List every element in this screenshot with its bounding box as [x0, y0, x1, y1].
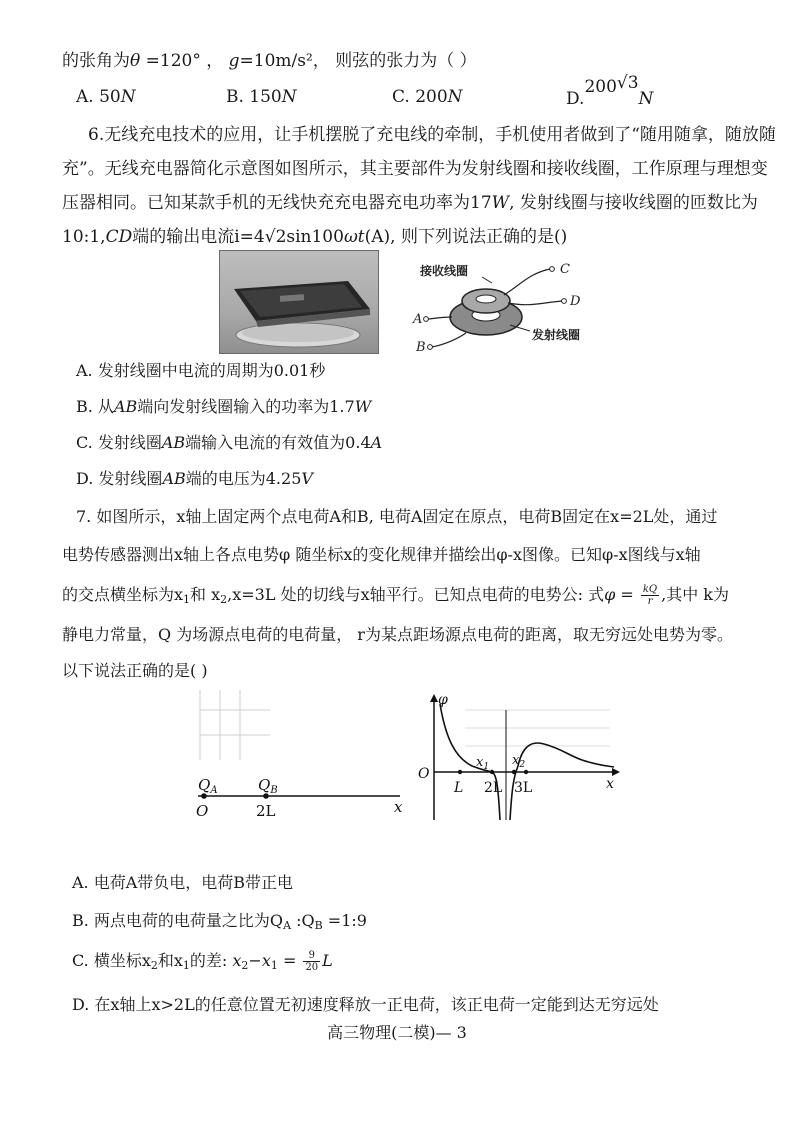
q7-line-3-d: ,其中 k为	[661, 585, 729, 604]
option-unit: V	[301, 469, 313, 488]
origin-label: O	[196, 802, 209, 820]
phi-axis-arrow	[430, 694, 438, 702]
q7-line-3	[62, 584, 729, 611]
option-text: 端的电压为4.25	[185, 469, 302, 488]
fraction-denominator: 20	[305, 962, 319, 973]
q6-line-3	[62, 192, 758, 214]
option-label: D.	[566, 89, 585, 109]
equals: =	[615, 585, 639, 604]
q6-line-1: 6.无线充电技术的应用，让手机摆脱了充电线的牵制，手机使用者做到了“随用随拿，随放随	[88, 125, 776, 145]
option-prefix: C. 发射线圈	[76, 433, 162, 452]
option-label: A. 50	[76, 87, 121, 107]
option-label: C. 200	[392, 87, 448, 107]
q7-line-5: 以下说法正确的是( )	[62, 661, 208, 680]
option-unit: N	[447, 87, 463, 107]
sub-2: 2	[150, 959, 158, 972]
l-label: L	[454, 780, 464, 796]
label-a: A	[413, 312, 423, 327]
option-root: √3	[616, 73, 639, 93]
wireless-charger-photo	[219, 250, 379, 354]
unit-w: W	[491, 193, 510, 213]
phone-on-charger-image	[220, 251, 378, 353]
q7-line-4: 静电力常量，Q 为场源点电荷的电荷量， r为某点距场源点电荷的距离，取无穷远处电势为零。	[62, 625, 733, 644]
q7-option-d: D. 在x轴上x>2L的任意位置无初速度释放一正电荷，该正电荷一定能到达无穷远处	[72, 995, 659, 1014]
fraction-numerator: 9	[303, 950, 320, 962]
formula-minus: −	[248, 951, 262, 970]
formula-x2: x	[232, 951, 242, 970]
cd-label: CD	[105, 227, 133, 247]
sub-b: B	[314, 919, 323, 932]
formula-x1: x	[261, 951, 271, 970]
x-axis-arrow	[612, 768, 620, 776]
option-unit: W	[354, 397, 372, 416]
qb-label: $Q_B$	[258, 776, 278, 796]
q6-line-3-b: , 发射线圈与接收线圈的匝数比为	[509, 193, 758, 213]
three-l-label: 3L	[514, 780, 533, 796]
coil-diagram	[410, 255, 595, 355]
formula-sub-2: 2	[241, 959, 249, 972]
q7-option-a: A. 电荷A带负电，电荷B带正电	[72, 873, 294, 892]
terminal-a	[424, 317, 429, 322]
curve-left-branch	[440, 704, 503, 820]
receive-coil	[462, 289, 510, 313]
x-axis-label: x	[606, 776, 614, 792]
transmit-coil-label: 发射线圈	[532, 328, 581, 342]
q6-line-4-a: 10:1,	[62, 227, 106, 247]
terminal-b	[428, 345, 433, 350]
origin-label: O	[418, 766, 430, 782]
tick-3l	[524, 770, 528, 774]
charge-b-dot	[263, 793, 269, 799]
q5-option-c	[392, 86, 463, 108]
option-label: B. 150	[226, 87, 282, 107]
tick-x1	[490, 770, 494, 774]
sub-a: A	[283, 919, 292, 932]
option-text: B. 两点电荷的电荷量之比为Q	[72, 911, 284, 930]
q7-line-3-a: 的交点横坐标为x	[62, 585, 184, 604]
label-b: B	[416, 340, 426, 355]
q6-option-a: A. 发射线圈中电流的周期为0.01秒	[76, 361, 326, 380]
receive-coil-label: 接收线圈	[420, 264, 469, 278]
option-prefix: D. 发射线圈	[76, 469, 163, 488]
option-text: =1:9	[322, 911, 367, 930]
x2-label: $x_2$	[512, 753, 526, 770]
ab-label: AB	[113, 397, 138, 416]
q5-option-d	[566, 73, 654, 109]
two-l-label: 2L	[484, 780, 503, 796]
q5-stem-end: =10m/s²， 则弦的张力为（ ）	[239, 51, 477, 71]
option-unit: N	[120, 87, 136, 107]
ab-label: AB	[162, 469, 186, 488]
formula-l: L	[322, 951, 333, 970]
terminal-d	[562, 299, 567, 304]
option-unit: N	[638, 89, 654, 109]
option-unit: A	[370, 433, 383, 452]
sub-1: 1	[182, 959, 190, 972]
q7-option-b	[72, 910, 367, 937]
sub-1: 1	[183, 593, 191, 606]
phi-label: φ	[438, 692, 448, 708]
g-symbol: g	[228, 51, 240, 71]
sub-2: 2	[220, 593, 228, 606]
qa-label: $Q_A$	[198, 776, 218, 796]
q5-stem	[62, 50, 477, 72]
q5-stem-mid: =120° ，	[140, 51, 229, 71]
x1-label: $x_1$	[476, 755, 490, 772]
fraction-denominator: r	[647, 596, 653, 607]
q7-line-3-b: 和 x	[190, 585, 221, 604]
label-c: C	[560, 262, 570, 277]
formula-equals: =	[277, 951, 302, 970]
q6-line-3-a: 压器相同。已知某款手机的无线快充充电器充电功率为17	[62, 193, 492, 213]
formula-sub-1: 1	[270, 959, 278, 972]
potential-fraction	[641, 584, 659, 607]
q5-option-b	[226, 86, 297, 108]
phi-symbol: φ	[604, 585, 616, 604]
phi-x-graph	[410, 690, 635, 825]
q6-option-c	[76, 432, 382, 454]
page-footer: 高三物理(二模)— 3	[327, 1023, 467, 1042]
tick-x2	[512, 770, 516, 774]
q6-line-4-b: 端的输出电流i=4√2sin100	[132, 227, 344, 247]
omega-t: ωt	[343, 227, 365, 247]
q5-stem-prefix: 的张角为	[62, 51, 130, 71]
option-prefix: B. 从	[76, 397, 114, 416]
ab-label: AB	[161, 433, 186, 452]
two-l-label: 2L	[256, 802, 276, 820]
q7-line-3-c: ,x=3L 处的切线与x轴平行。已知点电荷的电势公: 式	[227, 585, 605, 604]
option-text: 端输入电流的有效值为0.4	[185, 433, 371, 452]
option-text: :Q	[291, 911, 315, 930]
terminal-c	[550, 267, 555, 272]
q6-line-2: 充”。无线充电器简化示意图如图所示，其主要部件为发射线圈和接收线圈，工作原理与理想变	[62, 159, 768, 179]
fraction-numerator: kQ	[642, 584, 658, 595]
faint-background-text	[465, 710, 610, 746]
charges-on-axis-figure	[180, 680, 420, 830]
q6-line-4-c: (A), 则下列说法正确的是()	[364, 227, 568, 247]
tick-l	[458, 770, 462, 774]
q6-line-4	[62, 226, 567, 248]
option-text: C. 横坐标x	[72, 951, 151, 970]
option-text: 和x	[157, 951, 183, 970]
label-d: D	[570, 294, 581, 309]
q7-option-c	[72, 950, 333, 977]
theta-symbol: θ	[130, 51, 141, 71]
x-axis-label: x	[394, 798, 403, 816]
faint-background-grid	[200, 690, 270, 760]
q7-line-2: 电势传感器测出x轴上各点电势φ 随坐标x的变化规律并描绘出φ-x图像。已知φ-x图线与x轴	[62, 545, 701, 564]
option-value: 200	[584, 77, 617, 97]
option-unit: N	[281, 87, 297, 107]
q6-option-b	[76, 396, 371, 418]
charge-a-dot	[201, 793, 207, 799]
q6-option-d	[76, 468, 313, 490]
formula-fraction	[303, 950, 320, 973]
q7-line-1: 7. 如图所示，x轴上固定两个点电荷A和B, 电荷A固定在原点，电荷B固定在x=2L处，通过	[76, 507, 718, 526]
option-text: 的差:	[189, 951, 233, 970]
option-text: 端向发射线圈输入的功率为1.7	[137, 397, 355, 416]
q5-option-a	[76, 86, 136, 108]
